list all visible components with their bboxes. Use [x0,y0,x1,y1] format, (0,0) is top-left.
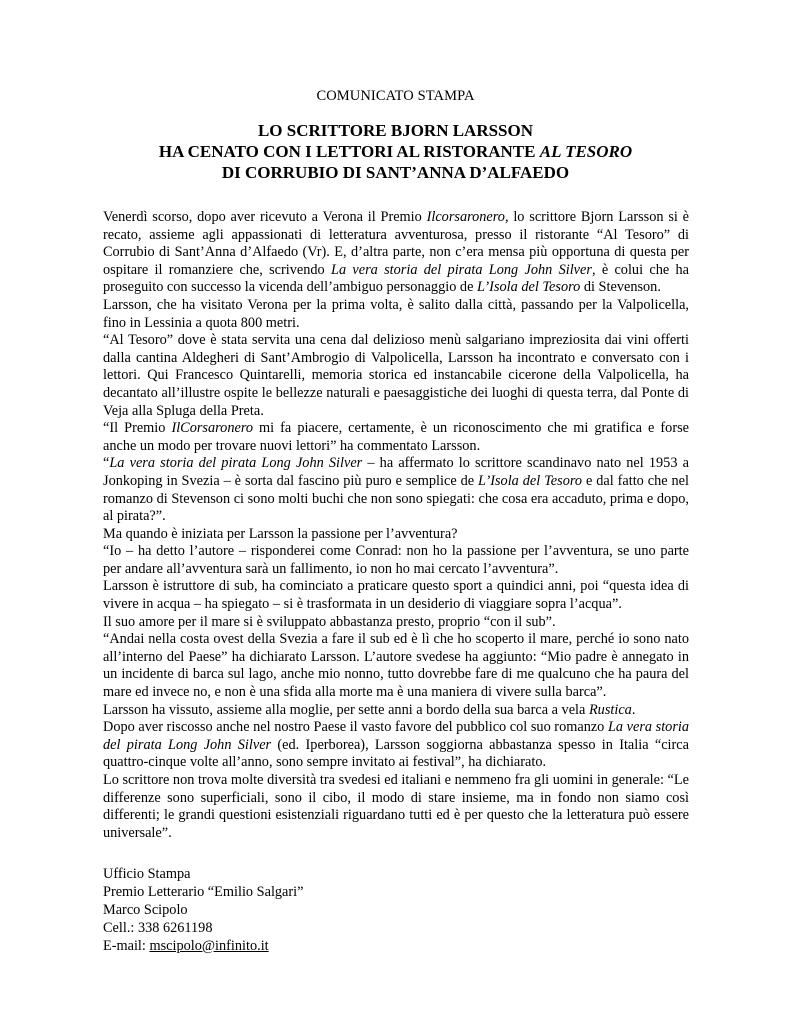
paragraph: “Il Premio IlCorsaronero mi fa piacere, certamente, è un riconoscimento che mi gratifica e forse anche un modo per trovare nuovi lettori” ha commentato Larsson. [103,420,689,454]
email-link[interactable]: mscipolo@infinito.it [149,937,269,954]
document-kicker: COMUNICATO STAMPA [316,88,475,104]
book-title: L’Isola del Tesoro [477,279,581,296]
award-name: Ilcorsaronero [426,209,505,225]
paragraph: Larsson, che ha visitato Verona per la prima volta, è salito dalla città, passando per la Valpolicella, fino in Lessinia a quota 800 metri. [103,296,689,331]
headline-line-2 [0,141,791,162]
paragraph: Il suo amore per il mare si è sviluppato abbastanza presto, proprio “con il sub”. [103,613,556,630]
book-title: L’Isola del Tesoro [478,472,583,489]
award-name: IlCorsaronero [171,420,254,437]
paragraph: “Andai nella costa ovest della Svezia a fare il sub ed è lì che ho scoperto il mare, perché io sono nato all’interno del Paese” ha dichiarato Larsson. L’autore svedese ha aggiunto: “Mio padre è annegato in un incidente di barca sul lago, anche mio nonno, tutto dovrebbe fare di me qualcuno che ha paura del mare ed invece no, e non è una sfida alla morte ma è una maniera di vivere sulla barca”. [103,631,689,701]
award-title: Premio Letterario “Emilio Salgari” [103,883,304,900]
contact-phone: Cell.: 338 6261198 [103,919,213,936]
paragraph: “La vera storia del pirata Long John Silver – ha affermato lo scrittore scandinavo nato nel 1953 a Jonkoping in Svezia – è sorta dal fascino più puro e semplice de L’Isola del Tesoro e dal fatto che nel romanzo di Stevenson ci sono molti buchi che non sono spiegati: che cosa era accaduto, prima e dopo, al pirata?”. [103,455,689,525]
email-label: E-mail: [103,937,150,954]
paragraph: “Io – ha detto l’autore – risponderei come Conrad: non ho la passione per l’avventura, se uno parte per andare all’avventura sarà un fallimento, io non ho mai cercato l’avventura”. [103,543,689,577]
headline [0,120,791,183]
book-title: La vera storia del pirata Long John Silver [331,261,592,278]
book-title: La vera storia del pirata Long John Silver [109,455,363,472]
restaurant-name: AL TESORO [539,142,633,161]
book-title: La vera storia del pirata Long John Silver [103,719,689,753]
paragraph: “Al Tesoro” dove è stata servita una cena dal delizioso menù salgariano impreziosita dai vini offerti dalla cantina Aldegheri di Sant’Ambrogio di Valpolicella, Larsson ha incontrato e conversato con i lettori. Qui Francesco Quintarelli, memoria storica ed instancabile cicerone della Valpolicella, ha decantato all’illustre ospite le bellezze naturali e paesaggistiche dei luoghi di questa terra, dal Ponte di Veja alla Spluga della Preta. [103,332,689,419]
paragraph: Dopo aver riscosso anche nel nostro Paese il vasto favore del pubblico col suo romanzo La vera storia del pirata Long John Silver (ed. Iperborea), Larsson soggiorna abbastanza spesso in Italia “circa quattro-cinque volte all’anno, sono sempre invitato ai festival”, ha dichiarato. [103,719,689,771]
article-body [103,209,689,842]
headline-line-1: LO SCRITTORE BJORN LARSSON [257,121,534,140]
paragraph: Larsson è istruttore di sub, ha cominciato a praticare questo sport a quindici anni, poi “questa idea di vivere in acqua – ha spiegato – si è trasformata in un desiderio di viaggiare sopra l’acqua”. [103,578,689,613]
boat-name: Rustica [588,701,632,718]
paragraph: Ma quando è iniziata per Larsson la passione per l’avventura? [103,525,458,542]
press-office: Ufficio Stampa [103,866,191,882]
contact-email [103,938,304,956]
paragraph: Venerdì scorso, dopo aver ricevuto a Verona il Premio Ilcorsaronero, lo scrittore Bjorn Larsson si è recato, assieme agli appassionati di letteratura avventurosa, presso il ristorante “Al Tesoro” di Corrubio di Sant’Anna d’Alfaedo (Vr). E, d’altra parte, non c’era mensa più opportuna di questa per ospitare il romanziere che, scrivendo La vera storia del pirata Long John Silver, è colui che ha proseguito con successo la vicenda dell’ambiguo personaggio de L’Isola del Tesoro di Stevenson. [103,209,689,296]
contact-block [103,866,304,956]
contact-name: Marco Scipolo [103,901,188,918]
headline-line-2-text: HA CENATO CON I LETTORI AL RISTORANTE [158,142,540,161]
paragraph: Larsson ha vissuto, assieme alla moglie, per sette anni a bordo della sua barca a vela Rustica. [103,701,636,718]
paragraph: Lo scrittore non trova molte diversità tra svedesi ed italiani e nemmeno fra gli uomini in generale: “Le differenze sono superficiali, sono il cibo, il modo di stare insieme, ma in fondo non siamo così differenti; le grandi questioni esistenziali riguardano tutti ed è per questo che la letteratura può essere universale”. [103,772,689,841]
headline-line-3: DI CORRUBIO DI SANT’ANNA D’ALFAEDO [221,163,570,182]
